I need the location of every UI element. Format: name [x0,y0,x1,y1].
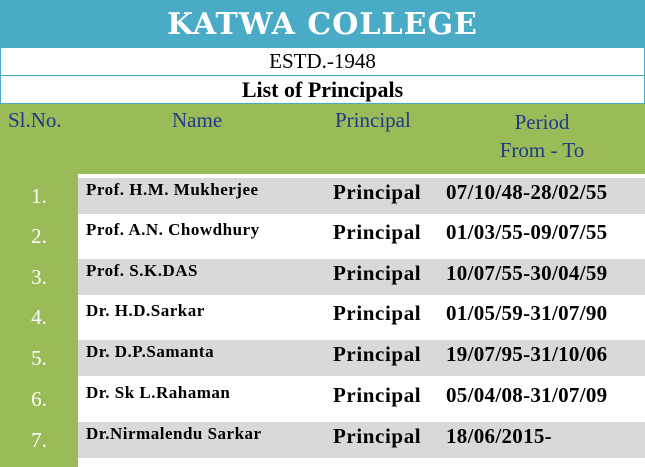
row-period: 18/06/2015- [446,424,552,448]
row-designation: Principal [333,180,422,204]
college-name-banner: KATWA COLLEGE [0,0,645,48]
table-row [0,176,645,217]
header-designation: Principal [335,108,411,132]
table-row [0,379,645,420]
row-name: Prof. H.M. Mukherjee [86,180,259,199]
row-serial: 7. [31,428,47,452]
row-period: 01/03/55-09/07/55 [446,220,608,244]
row-designation: Principal [333,424,422,448]
established-year: ESTD.-1948 [0,48,645,76]
row-serial: 2. [31,224,47,248]
row-serial: 6. [31,387,47,411]
table-row [0,257,645,298]
row-period: 07/10/48-28/02/55 [446,180,608,204]
header-period-line2: From - To [499,138,585,162]
row-serial: 1. [31,184,47,208]
row-designation: Principal [333,383,422,407]
table-row [0,297,645,338]
row-period: 19/07/95-31/10/06 [446,342,608,366]
row-name: Dr.Nirmalendu Sarkar [86,424,262,443]
row-name: Dr. Sk L.Rahaman [86,383,231,402]
row-name: Prof. S.K.DAS [86,261,198,280]
row-serial: 5. [31,346,47,370]
table-row [0,216,645,257]
row-serial: 4. [31,305,47,329]
table-row [0,338,645,379]
row-designation: Principal [333,220,422,244]
row-period: 05/04/08-31/07/09 [446,383,608,407]
table-row [0,420,645,461]
row-designation: Principal [333,342,422,366]
row-designation: Principal [333,261,422,285]
row-name: Dr. H.D.Sarkar [86,301,205,320]
header-serial: Sl.No. [8,108,62,132]
header-name: Name [172,108,223,132]
row-period: 10/07/55-30/04/59 [446,261,608,285]
row-name: Dr. D.P.Samanta [86,342,215,361]
header-period [472,108,612,164]
header-period-line1: Period [514,110,570,134]
row-designation: Principal [333,301,422,325]
row-name: Prof. A.N. Chowdhury [86,220,260,239]
list-title: List of Principals [0,76,645,104]
table-header [0,104,645,174]
row-serial: 3. [31,265,47,289]
row-period: 01/05/59-31/07/90 [446,301,608,325]
